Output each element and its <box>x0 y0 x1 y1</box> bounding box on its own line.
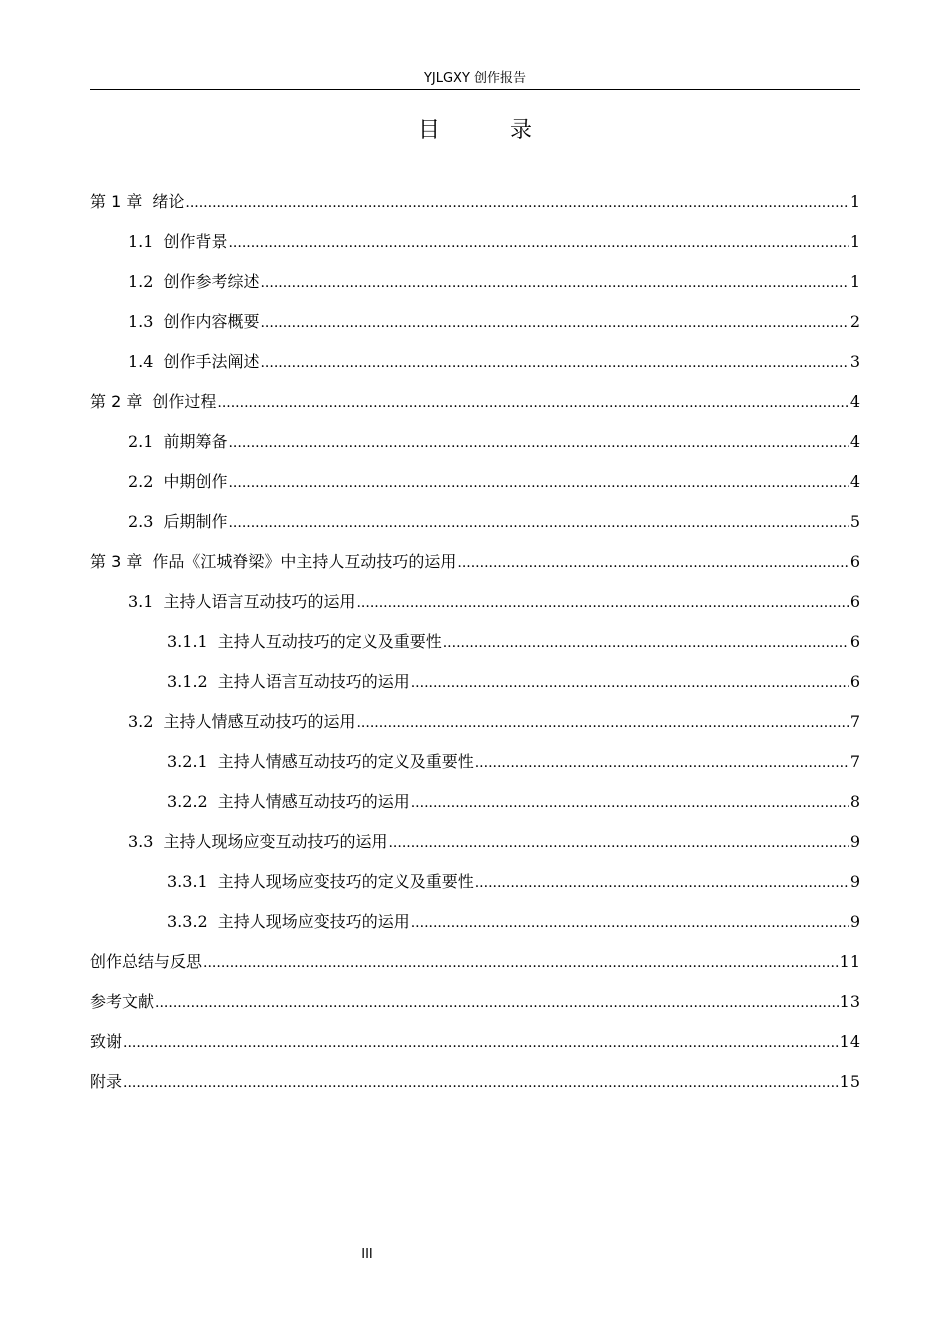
toc-entry[interactable] <box>90 910 860 950</box>
toc-entry-page: 7 <box>849 752 860 771</box>
toc-entry[interactable] <box>90 750 860 790</box>
toc-entry-label: 主持人情感互动技巧的定义及重要性 <box>217 752 474 771</box>
toc-entry-label: 绪论 <box>152 192 185 211</box>
toc-entry-page: 4 <box>849 392 860 411</box>
toc-entry-page: 6 <box>849 592 860 611</box>
dot-leader <box>260 311 848 335</box>
toc-entry-label: 主持人语言互动技巧的运用 <box>163 592 356 611</box>
toc-entry-page: 9 <box>849 832 860 851</box>
toc-entry-number: 3.2.1 <box>167 752 208 771</box>
toc-entry-label: 作品《江城脊梁》中主持人互动技巧的运用 <box>152 552 457 571</box>
toc-entry[interactable] <box>90 350 860 390</box>
toc-entry-label: 创作总结与反思 <box>90 952 203 971</box>
dot-leader <box>155 991 839 1015</box>
running-header: YJLGXY 创作报告 <box>423 71 527 86</box>
toc-entry-page: 1 <box>849 272 860 291</box>
dot-leader <box>475 751 849 775</box>
toc-entry-label: 参考文献 <box>90 992 155 1011</box>
toc-entry-page: 15 <box>839 1072 860 1091</box>
toc-entry-label: 主持人互动技巧的定义及重要性 <box>217 632 442 651</box>
toc-entry-label: 前期筹备 <box>163 432 228 451</box>
toc-entry-label: 附录 <box>90 1072 123 1091</box>
toc-title: 目录 <box>417 118 602 143</box>
toc-entry-number: 1.1 <box>128 232 154 251</box>
page-number: III <box>361 1247 373 1262</box>
dot-leader <box>356 711 848 735</box>
toc-entry-page: 1 <box>849 232 860 251</box>
toc-entry[interactable] <box>90 590 860 630</box>
dot-leader <box>356 591 848 615</box>
toc-entry-number: 第 1 章 <box>90 192 143 211</box>
toc-entry-number: 3.2 <box>128 712 154 731</box>
toc-entry-number: 3.2.2 <box>167 792 208 811</box>
toc-entry-number: 3.3.2 <box>167 912 208 931</box>
toc-entry[interactable] <box>90 550 860 590</box>
dot-leader <box>388 831 848 855</box>
dot-leader <box>203 951 839 975</box>
toc-entry-number: 3.3 <box>128 832 154 851</box>
dot-leader <box>228 231 848 255</box>
dot-leader <box>457 551 848 575</box>
dot-leader <box>411 911 849 935</box>
toc-entry-label: 主持人语言互动技巧的运用 <box>217 672 410 691</box>
dot-leader <box>123 1071 839 1095</box>
toc-entry[interactable] <box>90 950 860 990</box>
toc-entry-label: 主持人情感互动技巧的运用 <box>163 712 356 731</box>
toc-entry[interactable] <box>90 1030 860 1070</box>
dot-leader <box>123 1031 839 1055</box>
toc-entry-page: 6 <box>849 552 860 571</box>
toc-entry[interactable] <box>90 470 860 510</box>
toc-entry-label: 致谢 <box>90 1032 123 1051</box>
dot-leader <box>228 471 848 495</box>
toc-entry-label: 创作过程 <box>152 392 217 411</box>
toc-entry-number: 2.2 <box>128 472 154 491</box>
toc-entry[interactable] <box>90 1070 860 1110</box>
toc-entry-number: 第 2 章 <box>90 392 143 411</box>
dot-leader <box>228 431 848 455</box>
toc-entry[interactable] <box>90 190 860 230</box>
toc-entry[interactable] <box>90 230 860 270</box>
dot-leader <box>475 871 849 895</box>
toc-entry[interactable] <box>90 870 860 910</box>
toc-entry-page: 1 <box>849 192 860 211</box>
toc-entry-label: 主持人现场应变技巧的定义及重要性 <box>217 872 474 891</box>
toc-entry-page: 4 <box>849 472 860 491</box>
toc-entry-page: 7 <box>849 712 860 731</box>
toc-entry-number: 1.3 <box>128 312 154 331</box>
toc-entry-label: 中期创作 <box>163 472 228 491</box>
dot-leader <box>260 351 848 375</box>
toc-entry-page: 13 <box>839 992 860 1011</box>
toc-entry[interactable] <box>90 990 860 1030</box>
toc-entry[interactable] <box>90 390 860 430</box>
toc-entry-number: 3.1 <box>128 592 154 611</box>
toc-entry[interactable] <box>90 510 860 550</box>
toc-entry[interactable] <box>90 630 860 670</box>
toc-entry-page: 6 <box>849 672 860 691</box>
toc-entry-label: 后期制作 <box>163 512 228 531</box>
toc-entry[interactable] <box>90 310 860 350</box>
toc-entry-page: 5 <box>849 512 860 531</box>
toc-entry[interactable] <box>90 430 860 470</box>
toc-entry-number: 3.1.1 <box>167 632 208 651</box>
toc-entry[interactable] <box>90 790 860 830</box>
toc-entry-page: 8 <box>849 792 860 811</box>
toc-entry[interactable] <box>90 830 860 870</box>
header-rule <box>90 89 860 90</box>
toc-entry-label: 主持人现场应变技巧的运用 <box>217 912 410 931</box>
toc-entry-number: 2.1 <box>128 432 154 451</box>
toc-entry-page: 6 <box>849 632 860 651</box>
dot-leader <box>411 791 849 815</box>
dot-leader <box>443 631 849 655</box>
toc-entry-page: 9 <box>849 912 860 931</box>
toc-entry[interactable] <box>90 710 860 750</box>
toc-entry-page: 9 <box>849 872 860 891</box>
dot-leader <box>228 511 848 535</box>
toc-entry-label: 创作参考综述 <box>163 272 260 291</box>
toc-entry-number: 2.3 <box>128 512 154 531</box>
dot-leader <box>185 191 848 215</box>
toc-entry-page: 4 <box>849 432 860 451</box>
toc-entry[interactable] <box>90 670 860 710</box>
table-of-contents <box>90 190 860 1110</box>
toc-entry-label: 主持人情感互动技巧的运用 <box>217 792 410 811</box>
dot-leader <box>411 671 849 695</box>
toc-entry-number: 第 3 章 <box>90 552 143 571</box>
toc-entry-number: 1.4 <box>128 352 154 371</box>
toc-entry-label: 创作手法阐述 <box>163 352 260 371</box>
toc-entry-page: 3 <box>849 352 860 371</box>
toc-entry-number: 1.2 <box>128 272 154 291</box>
dot-leader <box>217 391 848 415</box>
toc-entry-label: 创作背景 <box>163 232 228 251</box>
toc-entry-page: 14 <box>839 1032 860 1051</box>
toc-entry-label: 创作内容概要 <box>163 312 260 331</box>
toc-entry[interactable] <box>90 270 860 310</box>
toc-entry-number: 3.3.1 <box>167 872 208 891</box>
toc-entry-number: 3.1.2 <box>167 672 208 691</box>
toc-entry-label: 主持人现场应变互动技巧的运用 <box>163 832 388 851</box>
toc-entry-page: 2 <box>849 312 860 331</box>
dot-leader <box>260 271 848 295</box>
toc-entry-page: 11 <box>839 952 860 971</box>
